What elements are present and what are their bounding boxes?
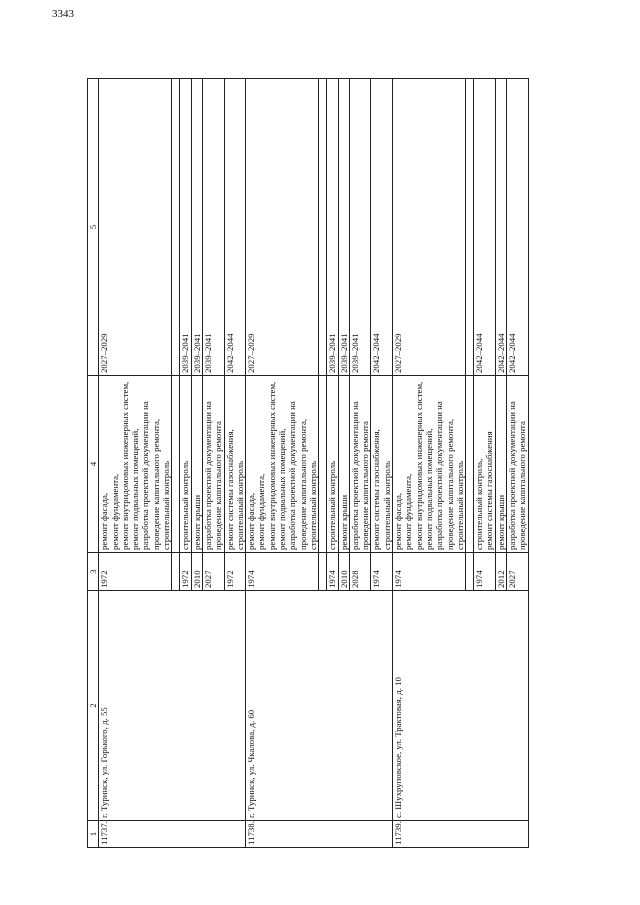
- year-cell: 2012: [495, 553, 506, 591]
- spacer-cell: [172, 553, 180, 591]
- period-cell: 2042–2044: [495, 79, 506, 376]
- work-type-cell: ремонт фасада, ремонт фундамента, ремонт внутридомовых инженерных систем, ремонт подвальных помещений, разработка проектной документации на проведение капитального ремонта, строительный контроль: [246, 376, 319, 553]
- spacer-cell: [172, 79, 180, 376]
- table-row: [393, 79, 466, 848]
- repair-schedule-table: [87, 78, 529, 848]
- spacer-cell: [466, 376, 474, 553]
- year-cell: 1972: [99, 553, 172, 591]
- year-cell: 1974: [246, 553, 319, 591]
- year-cell: 2027: [506, 553, 528, 591]
- year-cell: 1972: [224, 553, 246, 591]
- period-cell: 2042–2044: [506, 79, 528, 376]
- spacer-cell: [172, 376, 180, 553]
- table-row: [99, 79, 172, 848]
- period-cell: 2027–2029: [99, 79, 172, 376]
- work-type-cell: ремонт крыши: [191, 376, 202, 553]
- header-col-5: 5: [88, 79, 99, 376]
- year-cell: 2028: [349, 553, 371, 591]
- period-cell: 2027–2029: [393, 79, 466, 376]
- year-cell: 1972: [180, 553, 191, 591]
- work-type-cell: разработка проектной документации на проведение капитального ремонта: [202, 376, 224, 553]
- period-cell: 2042–2044: [224, 79, 246, 376]
- address-cell: г. Туринск, ул. Горького, д. 55: [99, 591, 246, 821]
- row-number-cell: 11737.: [99, 821, 246, 848]
- period-cell: 2042–2044: [474, 79, 496, 376]
- document-table-rotated: [87, 78, 567, 848]
- year-cell: 1974: [371, 553, 393, 591]
- address-cell: г. Туринск, ул. Чкалова, д. 60: [246, 591, 393, 821]
- year-cell: 2027: [202, 553, 224, 591]
- period-cell: 2039–2041: [191, 79, 202, 376]
- period-cell: 2039–2041: [180, 79, 191, 376]
- spacer-cell: [466, 553, 474, 591]
- work-type-cell: строительный контроль: [327, 376, 338, 553]
- work-type-cell: разработка проектной документации на проведение капитального ремонта: [349, 376, 371, 553]
- table-body: [99, 79, 528, 848]
- work-type-cell: ремонт фасада, ремонт фундамента, ремонт внутридомовых инженерных систем, ремонт подвальных помещений, разработка проектной документации на проведение капитального ремонта, строительный контроль: [393, 376, 466, 553]
- period-cell: 2039–2041: [349, 79, 371, 376]
- row-number-cell: 11738.: [246, 821, 393, 848]
- year-cell: 2010: [338, 553, 349, 591]
- year-cell: 1974: [327, 553, 338, 591]
- spacer-cell: [319, 79, 327, 376]
- header-col-3: 3: [88, 553, 99, 591]
- row-number-cell: 11739.: [393, 821, 529, 848]
- period-cell: 2039–2041: [327, 79, 338, 376]
- header-col-1: 1: [88, 821, 99, 848]
- period-cell: 2042–2044: [371, 79, 393, 376]
- period-cell: 2039–2041: [338, 79, 349, 376]
- work-type-cell: строительный контроль: [180, 376, 191, 553]
- work-type-cell: разработка проектной документации на проведение капитального ремонта: [506, 376, 528, 553]
- work-type-cell: ремонт крыши: [338, 376, 349, 553]
- period-cell: 2027–2029: [246, 79, 319, 376]
- spacer-cell: [466, 79, 474, 376]
- address-cell: с. Шухруповское, ул. Трактовая, д. 10: [393, 591, 529, 821]
- year-cell: 1974: [393, 553, 466, 591]
- page-number: 3343: [52, 8, 74, 20]
- work-type-cell: ремонт крыши: [495, 376, 506, 553]
- work-type-cell: ремонт системы газоснабжения, строительный контроль: [371, 376, 393, 553]
- table-header-row: [88, 79, 99, 848]
- work-type-cell: ремонт фасада, ремонт фундамента, ремонт внутридомовых инженерных систем, ремонт подвальных помещений, разработка проектной документации на проведение капитального ремонта, строительный контроль: [99, 376, 172, 553]
- spacer-cell: [319, 553, 327, 591]
- work-type-cell: ремонт системы газоснабжения, строительный контроль: [224, 376, 246, 553]
- table-row: [246, 79, 319, 848]
- year-cell: 1974: [474, 553, 496, 591]
- period-cell: 2039–2041: [202, 79, 224, 376]
- work-type-cell: строительный контроль, ремонт системы газоснабжения: [474, 376, 496, 553]
- header-col-4: 4: [88, 376, 99, 553]
- year-cell: 2010: [191, 553, 202, 591]
- header-col-2: 2: [88, 591, 99, 821]
- spacer-cell: [319, 376, 327, 553]
